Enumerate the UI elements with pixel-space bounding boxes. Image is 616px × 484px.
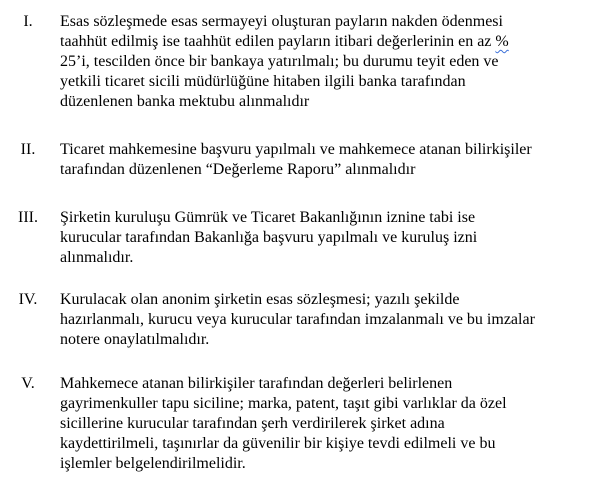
item-text — [60, 208, 608, 268]
percent-sign: % — [495, 33, 509, 50]
text-line: yetkili ticaret sicili müdürlüğüne hitaben ilgili banka tarafından — [60, 73, 466, 90]
text-line-segment: taahhüt edilmiş ise taahhüt edilen payların itibari değerlerinin en az — [60, 33, 492, 50]
text-line: 25’i, tescilden önce bir bankaya yatırılmalı; bu durumu teyit eden ve — [60, 53, 499, 70]
item-numeral: IV. — [18, 291, 38, 308]
text-line: alınmalıdır. — [60, 249, 134, 266]
item-text — [60, 140, 608, 180]
text-line: Ticaret mahkemesine başvuru yapılmalı ve mahkemece atanan bilirkişiler — [60, 141, 532, 158]
item-text — [60, 12, 608, 112]
text-line: kaydettirilmeli, taşınırlar da güvenilir bir kişiye tevdi edilmeli ve bu — [60, 435, 496, 452]
text-line: tarafından düzenlenen “Değerleme Raporu” alınmalıdır — [60, 161, 416, 178]
text-line: Şirketin kuruluşu Gümrük ve Ticaret Bakanlığının iznine tabi ise — [60, 209, 476, 226]
text-line: gayrimenkuller tapu siciline; marka, patent, taşıt gibi varlıklar da özel — [60, 395, 507, 412]
item-text — [60, 374, 608, 474]
item-text — [60, 290, 608, 350]
text-line: Esas sözleşmede esas sermayeyi oluşturan payların nakden ödenmesi — [60, 13, 503, 30]
item-numeral: V. — [21, 375, 35, 392]
text-line: işlemler belgelendirilmelidir. — [60, 455, 246, 472]
text-line: notere onaylatılmalıdır. — [60, 331, 210, 348]
text-line: sicillerine kurucular tarafından şerh verdirilerek şirket adına — [60, 415, 445, 432]
text-line: hazırlanmalı, kurucu veya kurucular tarafından imzalanmalı ve bu imzalar — [60, 311, 535, 328]
text-line: kurucular tarafından Bakanlığa başvuru yapılmalı ve kuruluş izni — [60, 229, 478, 246]
item-numeral: III. — [18, 209, 38, 226]
text-line: Mahkemece atanan bilirkişiler tarafından değerleri belirlenen — [60, 375, 453, 392]
text-line: Kurulacak olan anonim şirketin esas sözleşmesi; yazılı şekilde — [60, 291, 460, 308]
text-line-with-percent — [60, 32, 608, 52]
item-numeral: I. — [23, 13, 33, 30]
item-numeral: II. — [20, 141, 36, 158]
text-line: düzenlenen banka mektubu alınmalıdır — [60, 93, 310, 110]
